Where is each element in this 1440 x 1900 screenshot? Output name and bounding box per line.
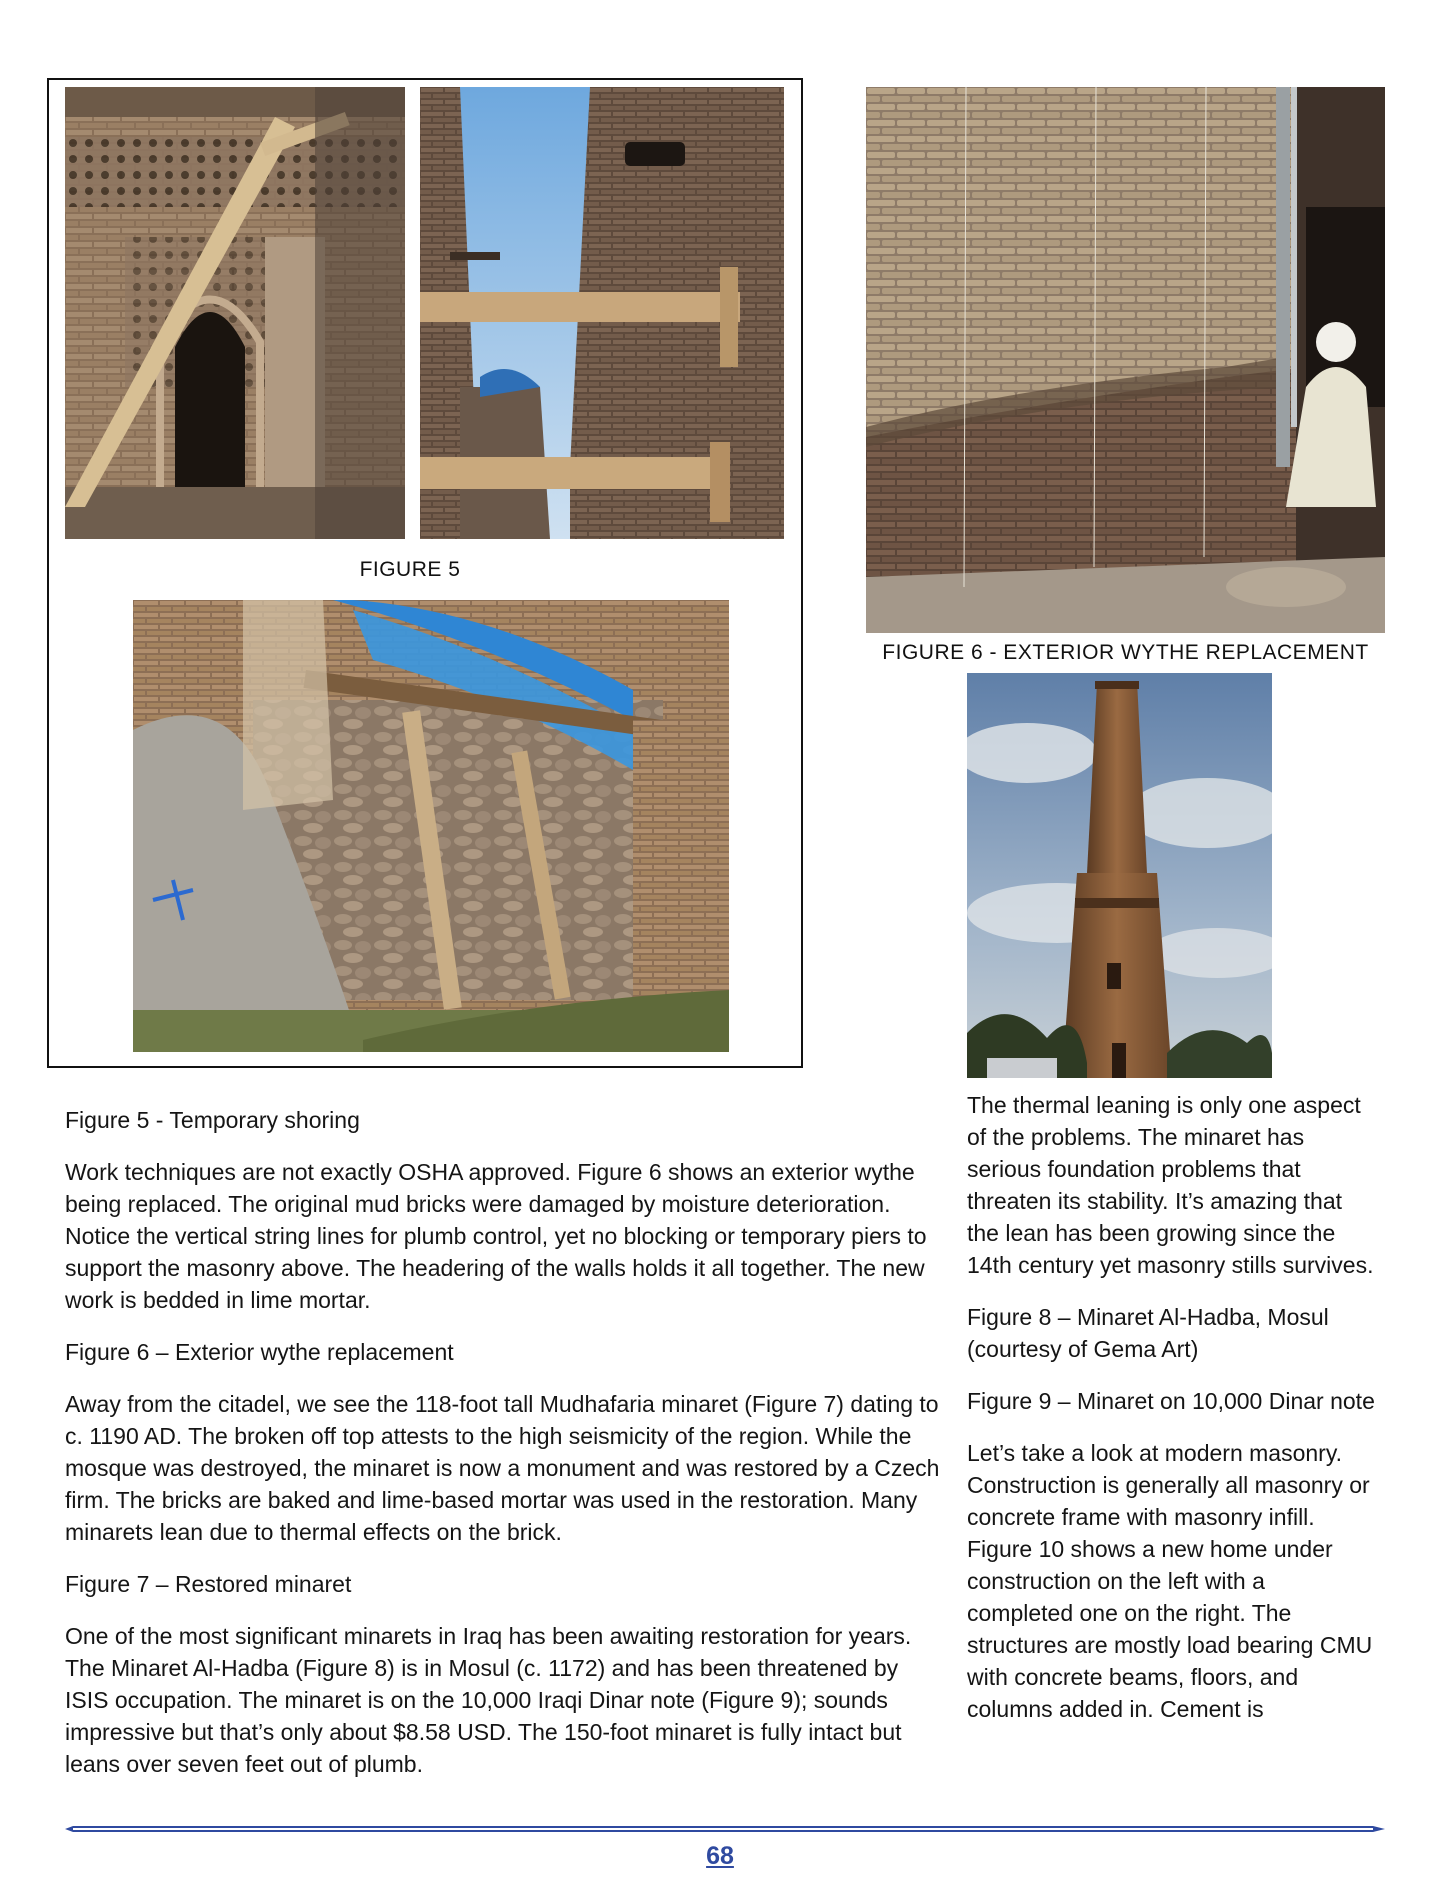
photo-shored-wall [133,600,729,1052]
photo-exterior-wythe-replacement [866,87,1385,633]
paragraph-modern-masonry: Let’s take a look at modern masonry. Construction is generally all masonry or concrete frame with masonry infill. Figure 10 shows a new home under construction on the left with a completed one on the right. The structures are mostly load bearing CMU with concrete beams, floors, and columns added in. Cement is [967,1440,1373,1722]
figure-5-label: FIGURE 5 [359,558,461,581]
photo-minaret-al-hadba [967,673,1272,1078]
figure-5-caption: Figure 5 - Temporary shoring [65,1107,360,1133]
right-column-text [967,1089,1377,1725]
paragraph-mudhafaria-minaret: Away from the citadel, we see the 118-foot tall Mudhafaria minaret (Figure 7) dating to c. 1190 AD. The broken off top attests to the high seismicity of the region. While the mosque was destroyed, the minaret is now a monument and was restored by a Czech firm. The bricks are baked and lime-based mortar was used in the restoration. Many minarets lean due to thermal effects on the brick. [65,1391,940,1545]
left-column-text [65,1104,945,1780]
paragraph-thermal-leaning: The thermal leaning is only one aspect of the problems. The minaret has serious foundation problems that threaten its stability. It’s amazing that the lean has been growing since the 14th century yet masonry stills survives. [967,1092,1374,1278]
paragraph-work-techniques: Work techniques are not exactly OSHA approved. Figure 6 shows an exterior wythe being replaced. The original mud bricks were damaged by moisture deterioration. Notice the vertical string lines for plumb control, yet no blocking or temporary piers to support the masonry above. The headering of the walls holds it all together. The new work is bedded in lime mortar. [65,1159,927,1313]
figure-6-caption: Figure 6 – Exterior wythe replacement [65,1339,454,1365]
photo-doorway-shoring [65,87,405,539]
footer-divider [65,1826,1385,1832]
paragraph-minaret-al-hadba: One of the most significant minarets in Iraq has been awaiting restoration for years. The Minaret Al-Hadba (Figure 8) is in Mosul (c. 1172) and has been threatened by ISIS occupation. The minaret is on the 10,000 Iraqi Dinar note (Figure 9); sounds impressive but that’s only about $8.58 USD. The 150-foot minaret is fully intact but leans over seven feet out of plumb. [65,1623,912,1777]
figure-8-caption: Figure 8 – Minaret Al-Hadba, Mosul (courtesy of Gema Art) [967,1304,1329,1362]
page-number: 68 [706,1842,734,1870]
figure-6-label: FIGURE 6 - EXTERIOR WYTHE REPLACEMENT [882,641,1369,664]
figure-7-caption: Figure 7 – Restored minaret [65,1571,352,1597]
figure-9-caption: Figure 9 – Minaret on 10,000 Dinar note [967,1388,1375,1414]
photo-alley-beams [420,87,784,539]
